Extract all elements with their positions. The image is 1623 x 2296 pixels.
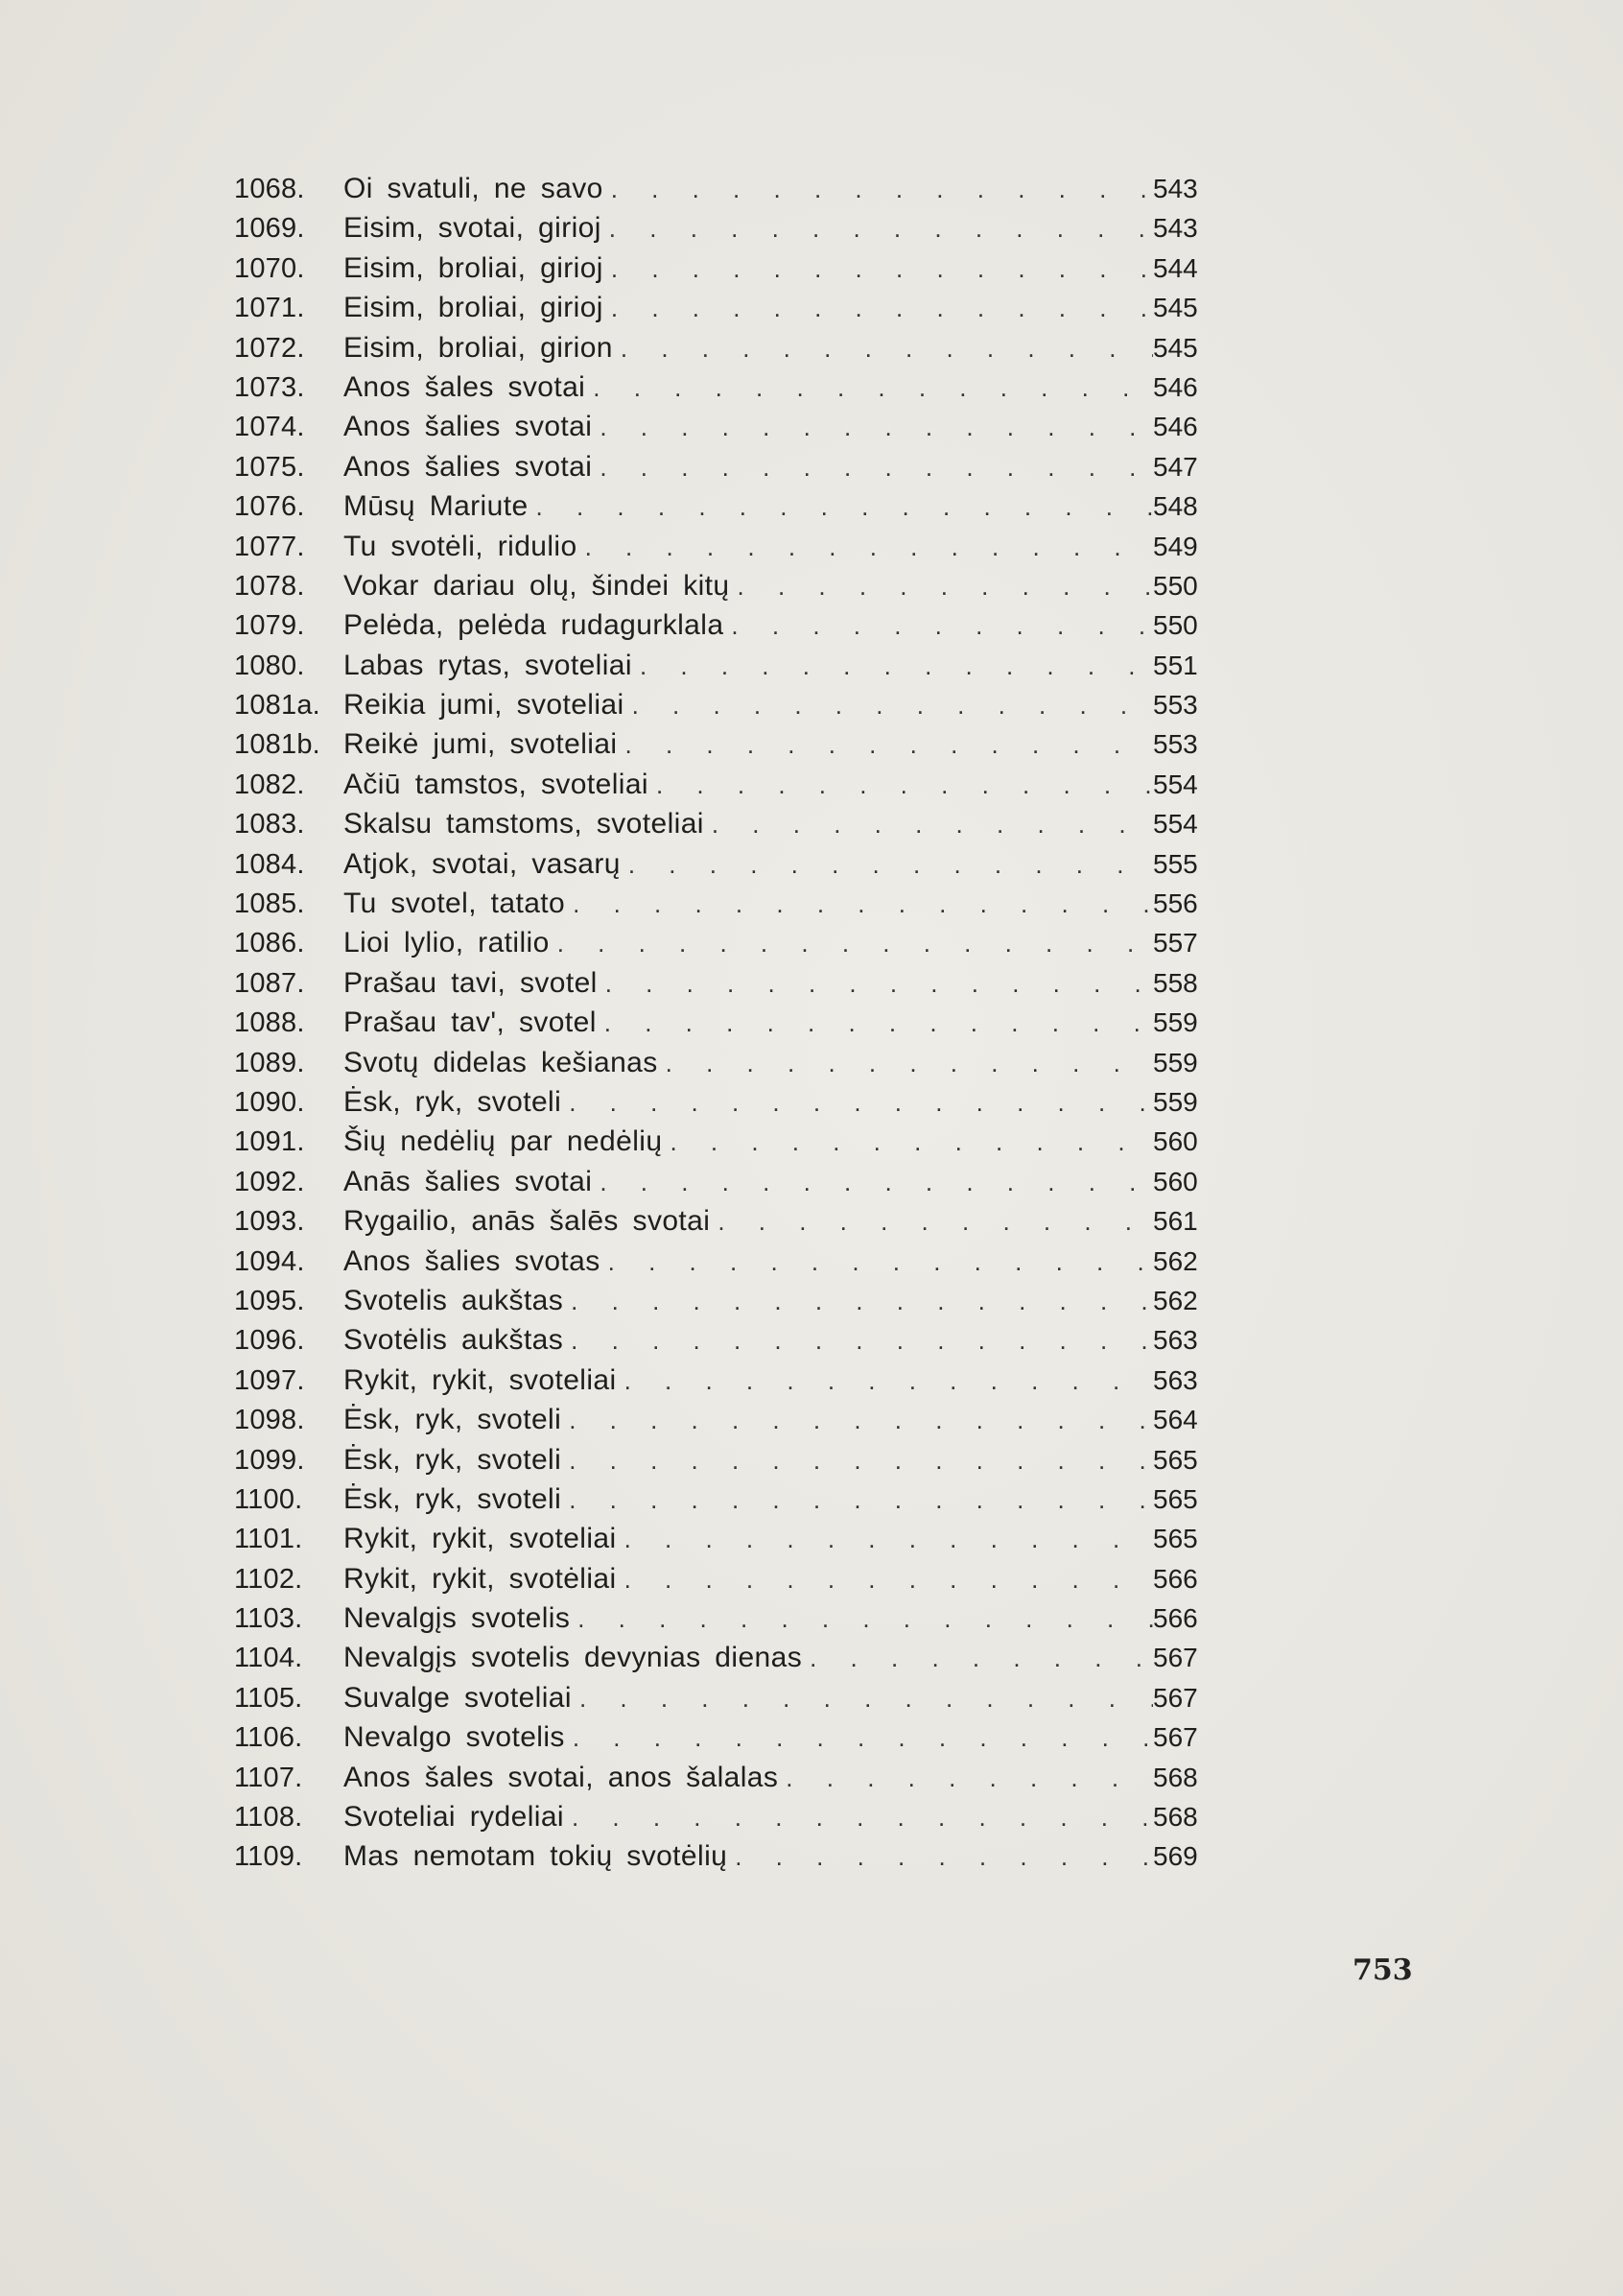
leader-dots (617, 1361, 1153, 1401)
entry-page: 565 (1153, 1483, 1198, 1514)
toc-entry (234, 844, 1209, 884)
leader-dots (603, 249, 1153, 289)
toc-entry (234, 724, 1209, 764)
entry-page: 564 (1153, 1405, 1198, 1435)
entry-page: 543 (1153, 174, 1198, 203)
entry-title: Svotų didelas kešianas (343, 1046, 658, 1078)
entry-page: 567 (1153, 1682, 1198, 1713)
entry-title: Reikė jumi, svoteliai (343, 728, 618, 761)
toc-entry (234, 685, 1209, 724)
entry-page: 550 (1153, 570, 1198, 601)
toc-entry (234, 1598, 1209, 1638)
toc-entry (234, 1559, 1209, 1598)
entry-number: 1077. (234, 531, 305, 562)
entry-number: 1082. (234, 769, 305, 800)
leader-dots (563, 1282, 1153, 1321)
entry-title: Rykit, rykit, svoteliai (343, 1363, 617, 1396)
entry-title: Tu svotėli, ridulio (343, 530, 577, 562)
entry-page: 567 (1153, 1643, 1198, 1673)
entry-page: 559 (1153, 1007, 1198, 1038)
toc-entry (234, 367, 1209, 407)
entry-page: 562 (1153, 1245, 1198, 1276)
leader-dots (613, 329, 1153, 368)
leader-dots (598, 964, 1153, 1004)
toc-entry (234, 1717, 1209, 1757)
toc-entry (234, 1836, 1209, 1876)
toc-entry (234, 646, 1209, 685)
entry-page: 554 (1153, 769, 1198, 799)
leader-dots (621, 845, 1153, 885)
entry-number: 1105. (234, 1682, 303, 1714)
toc-entry (234, 1758, 1209, 1797)
entry-title: Svotėlis aukštas (343, 1324, 564, 1357)
leader-dots (565, 1718, 1153, 1758)
leader-dots (618, 725, 1154, 765)
entry-title: Mūsų Mariute (343, 490, 529, 523)
toc-entry (234, 407, 1209, 446)
entry-page: 547 (1153, 451, 1198, 482)
leader-dots (727, 1837, 1153, 1877)
entry-title: Ėsk, ryk, svoteli (343, 1443, 562, 1476)
entry-page: 546 (1153, 412, 1198, 442)
page-number: 753 (1352, 1953, 1413, 1987)
entry-page: 563 (1153, 1325, 1198, 1356)
entry-page: 568 (1153, 1762, 1198, 1792)
leader-dots (601, 209, 1153, 249)
entry-title: Anos šalies svotai (343, 411, 593, 443)
entry-title: Eisim, broliai, girioj (343, 292, 603, 324)
leader-dots (704, 805, 1153, 844)
leader-dots (577, 528, 1153, 567)
toc-entry (234, 1400, 1209, 1439)
entry-number: 1085. (234, 888, 305, 920)
toc-entry (234, 1162, 1209, 1201)
entry-number: 1075. (234, 451, 305, 483)
entry-number: 1099. (234, 1444, 305, 1476)
toc-entry (234, 1519, 1209, 1558)
entry-number: 1071. (234, 293, 305, 324)
entry-page: 566 (1153, 1603, 1198, 1634)
entry-title: Labas rytas, svoteliai (343, 649, 632, 681)
entry-title: Atjok, svotai, vasarų (343, 847, 621, 880)
entry-title: Eisim, broliai, girioj (343, 251, 603, 284)
toc-entry (234, 605, 1209, 645)
entry-page: 558 (1153, 967, 1198, 998)
leader-dots (570, 1599, 1153, 1639)
entry-title: Oi svatuli, ne savo (343, 173, 603, 204)
leader-dots (710, 1202, 1153, 1242)
entry-number: 1101. (234, 1524, 303, 1555)
entry-title: Skalsu tamstoms, svoteliai (343, 808, 704, 840)
leader-dots (617, 1560, 1153, 1599)
entry-title: Anos šales svotai, anos šalalas (343, 1761, 779, 1793)
entry-number: 1084. (234, 848, 305, 880)
leader-dots (603, 289, 1153, 328)
leader-dots (632, 647, 1153, 686)
toc-entry (234, 1281, 1209, 1320)
entry-number: 1070. (234, 252, 305, 284)
entry-title: Nevalgįs svotelis devynias dienas (343, 1642, 803, 1674)
leader-dots (662, 1123, 1153, 1162)
entry-title: Ačiū tamstos, svoteliai (343, 768, 648, 800)
toc-entry (234, 328, 1209, 367)
entry-number: 1091. (234, 1126, 305, 1158)
leader-dots (572, 1679, 1153, 1718)
toc-entry (234, 169, 1209, 208)
toc-entry (234, 447, 1209, 486)
entry-number: 1103. (234, 1603, 303, 1635)
entry-page: 553 (1153, 729, 1198, 760)
entry-title: Nevalgįs svotelis (343, 1602, 571, 1635)
entry-title: Ėsk, ryk, svoteli (343, 1085, 562, 1118)
entry-number: 1095. (234, 1285, 305, 1316)
entry-page: 562 (1153, 1285, 1198, 1315)
entry-page: 551 (1153, 650, 1198, 680)
entry-number: 1098. (234, 1405, 305, 1436)
entry-title: Ėsk, ryk, svoteli (343, 1404, 562, 1436)
entry-title: Mas nemotam tokių svotėlių (343, 1840, 728, 1873)
entry-title: Eisim, broliai, girion (343, 331, 613, 364)
toc-entry (234, 1003, 1209, 1042)
entry-number: 1089. (234, 1047, 305, 1078)
entry-title: Svoteliai rydeliai (343, 1801, 564, 1834)
entry-page: 555 (1153, 848, 1198, 879)
entry-number: 1097. (234, 1364, 305, 1396)
toc-entry (234, 884, 1209, 923)
toc-entry (234, 1082, 1209, 1122)
toc-entry (234, 1440, 1209, 1479)
entry-number: 1083. (234, 809, 305, 840)
entry-title: Rygailio, anās šalēs svotai (343, 1205, 711, 1238)
leader-dots (529, 487, 1153, 527)
leader-dots (592, 448, 1153, 487)
leader-dots (592, 1163, 1153, 1202)
entry-title: Rykit, rykit, svoteliai (343, 1523, 617, 1555)
entry-number: 1079. (234, 610, 305, 642)
toc-entry (234, 804, 1209, 843)
toc-entry (234, 1320, 1209, 1360)
entry-title: Prašau tav', svotel (343, 1006, 597, 1039)
leader-dots (550, 924, 1153, 963)
entry-title: Šių nedėlių par nedėlių (343, 1125, 663, 1158)
toc-entry (234, 923, 1209, 962)
entry-page: 563 (1153, 1364, 1198, 1395)
entry-title: Anos šalies svotai (343, 450, 593, 483)
entry-page: 567 (1153, 1722, 1198, 1753)
entry-title: Anos šalies svotas (343, 1244, 600, 1277)
leader-dots (561, 1441, 1153, 1480)
entry-number: 1092. (234, 1166, 305, 1197)
entry-page: 543 (1153, 213, 1198, 244)
entry-number: 1107. (234, 1762, 303, 1793)
toc-entry (234, 208, 1209, 248)
entry-page: 553 (1153, 690, 1198, 721)
entry-page: 549 (1153, 531, 1198, 561)
toc-entry (234, 527, 1209, 566)
entry-page: 550 (1153, 610, 1198, 641)
leader-dots (561, 1083, 1153, 1123)
entry-page: 554 (1153, 809, 1198, 840)
entry-number: 1072. (234, 332, 305, 364)
leader-dots (600, 1243, 1153, 1282)
entry-title: Reikia jumi, svoteliai (343, 689, 624, 722)
entry-number: 1106. (234, 1722, 303, 1754)
entry-number: 1076. (234, 491, 305, 523)
toc-entry (234, 1678, 1209, 1717)
leader-dots (624, 686, 1153, 725)
table-of-contents (234, 169, 1209, 1877)
entry-number: 1068. (234, 174, 305, 204)
leader-dots (778, 1759, 1153, 1798)
toc-entry (234, 1122, 1209, 1161)
entry-title: Eisim, svotai, girioj (343, 212, 601, 245)
leader-dots (597, 1004, 1153, 1043)
entry-title: Anās šalies svotai (343, 1165, 593, 1197)
entry-title: Svotelis aukštas (343, 1284, 564, 1316)
leader-dots (592, 408, 1153, 447)
entry-number: 1088. (234, 1007, 305, 1039)
entry-page: 559 (1153, 1047, 1198, 1077)
toc-entry (234, 288, 1209, 327)
entry-number: 1069. (234, 213, 305, 245)
toc-entry (234, 765, 1209, 804)
entry-number: 1109. (234, 1841, 303, 1873)
leader-dots (603, 170, 1153, 209)
entry-number: 1074. (234, 412, 305, 443)
entry-page: 561 (1153, 1206, 1198, 1237)
leader-dots (563, 1321, 1153, 1361)
entry-title: Anos šales svotai (343, 370, 586, 403)
leader-dots (561, 1401, 1153, 1440)
entry-number: 1108. (234, 1802, 303, 1834)
entry-page: 546 (1153, 371, 1198, 402)
toc-entry (234, 963, 1209, 1003)
entry-page: 548 (1153, 491, 1198, 522)
entry-page: 560 (1153, 1166, 1198, 1196)
entry-number: 1080. (234, 650, 305, 681)
entry-title: Ėsk, ryk, svoteli (343, 1482, 562, 1515)
leader-dots (658, 1044, 1153, 1083)
entry-title: Rykit, rykit, svotėliai (343, 1562, 617, 1595)
toc-entry (234, 1797, 1209, 1836)
toc-entry (234, 1638, 1209, 1677)
entry-page: 545 (1153, 293, 1198, 323)
entry-page: 560 (1153, 1126, 1198, 1157)
entry-number: 1100. (234, 1483, 303, 1515)
leader-dots (561, 1480, 1153, 1520)
entry-number: 1093. (234, 1206, 305, 1238)
entry-number: 1081a. (234, 690, 320, 722)
entry-page: 544 (1153, 252, 1198, 283)
entry-number: 1104. (234, 1643, 303, 1674)
entry-page: 565 (1153, 1524, 1198, 1554)
entry-number: 1090. (234, 1086, 305, 1118)
leader-dots (585, 368, 1153, 408)
entry-number: 1094. (234, 1245, 305, 1277)
entry-page: 565 (1153, 1444, 1198, 1475)
toc-entry (234, 486, 1209, 526)
leader-dots (565, 885, 1153, 924)
leader-dots (802, 1639, 1153, 1678)
entry-page: 569 (1153, 1841, 1198, 1872)
entry-title: Tu svotel, tatato (343, 888, 566, 920)
entry-number: 1081b. (234, 729, 320, 761)
entry-number: 1078. (234, 570, 305, 602)
toc-entry (234, 566, 1209, 605)
entry-number: 1086. (234, 928, 305, 959)
entry-title: Vokar dariau olų, šindei kitų (343, 569, 730, 602)
entry-number: 1096. (234, 1325, 305, 1357)
entry-number: 1073. (234, 371, 305, 403)
toc-entry (234, 1201, 1209, 1241)
entry-number: 1102. (234, 1563, 303, 1595)
entry-title: Lioi lylio, ratilio (343, 927, 550, 959)
toc-entry (234, 1479, 1209, 1519)
entry-page: 559 (1153, 1086, 1198, 1117)
entry-title: Pelėda, pelėda rudagurklala (343, 609, 724, 642)
entry-page: 545 (1153, 332, 1198, 363)
entry-number: 1087. (234, 967, 305, 999)
entry-page: 568 (1153, 1802, 1198, 1833)
toc-entry (234, 1361, 1209, 1400)
toc-entry (234, 1242, 1209, 1281)
entry-page: 556 (1153, 888, 1198, 919)
entry-title: Nevalgo svotelis (343, 1721, 565, 1754)
entry-page: 557 (1153, 928, 1198, 959)
leader-dots (617, 1520, 1153, 1559)
entry-page: 566 (1153, 1563, 1198, 1594)
leader-dots (648, 766, 1153, 805)
leader-dots (730, 567, 1154, 606)
toc-entry (234, 1043, 1209, 1082)
leader-dots (723, 606, 1153, 646)
entry-title: Prašau tavi, svotel (343, 966, 598, 999)
leader-dots (564, 1798, 1153, 1837)
toc-entry (234, 249, 1209, 288)
entry-title: Suvalge svoteliai (343, 1681, 572, 1714)
